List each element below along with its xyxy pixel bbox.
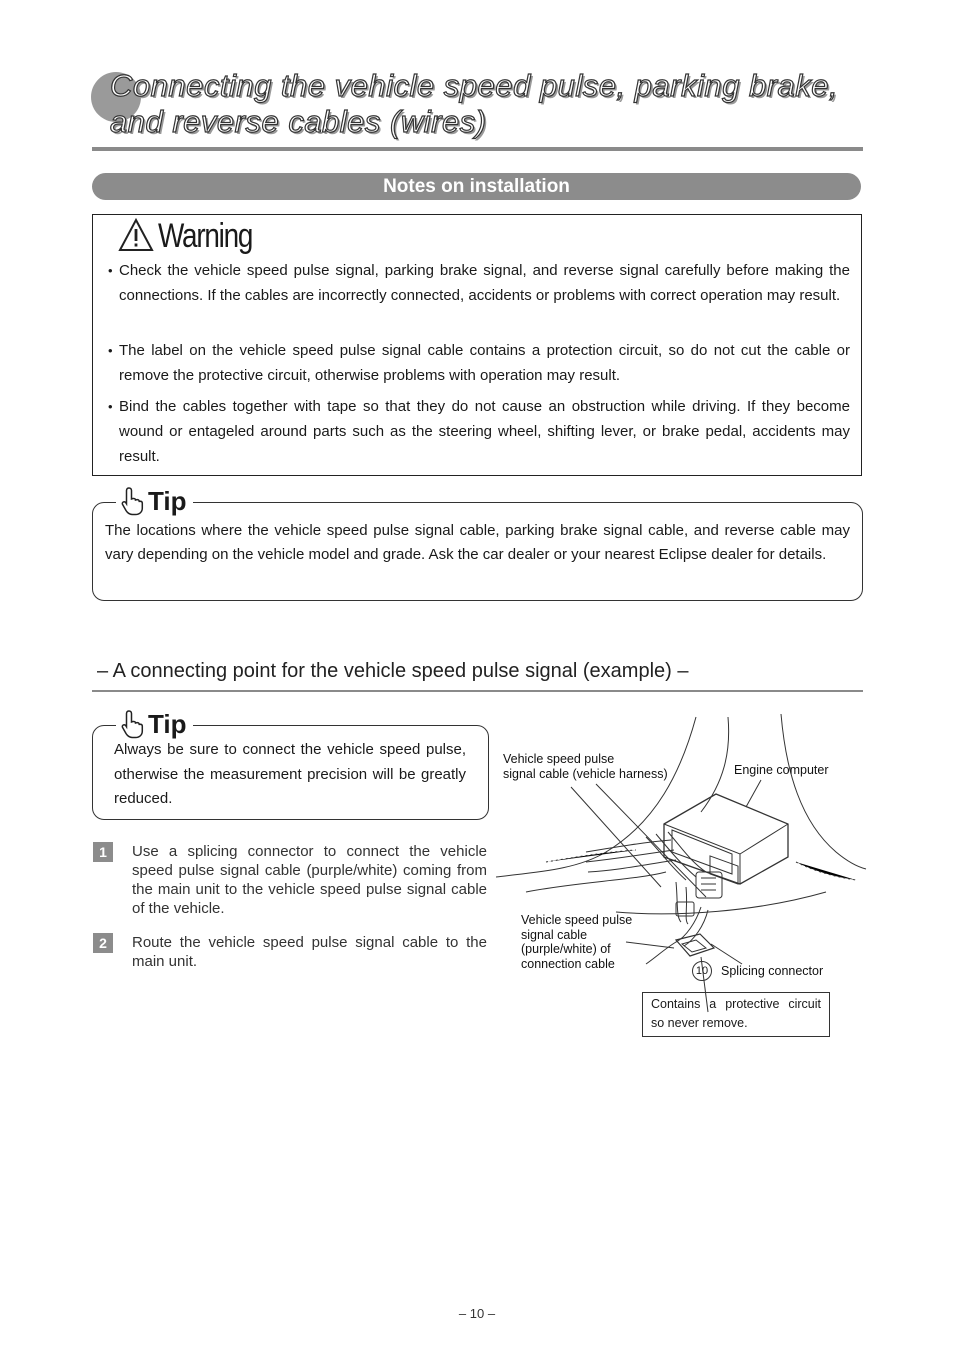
tip-body: Always be sure to connect the vehicle speed pulse, otherwise the measurement precision will be greatly reduced. [114,741,466,807]
tip-heading: Tip [148,709,187,739]
label-splicing-connector: Splicing connector [721,964,824,978]
label-cable-line: Vehicle speed pulse [521,913,633,927]
warning-heading: Warning [158,217,253,255]
label-harness [503,752,668,781]
step-text: Use a splicing connector to connect the vehicle speed pulse signal cable (purple/white) coming from the main unit to the vehicle speed pulse signal cable of the vehicle. [132,843,487,917]
page-title: Connecting the vehicle speed pulse, parking brake, and reverse cables (wires) [110,68,839,139]
warning-item: • Bind the cables together with tape so that they do not cause an obstruction while driving. If they become wound or entageled around parts such as the steering wheel, shifting lever, or brake pedal, accidents may result. [119,394,850,469]
tip-body: The locations where the vehicle speed pulse signal cable, parking brake signal cable, and reverse cable may vary depending on the vehicle model and grade. Ask the car dealer or your nearest Eclipse dealer for details. [105,522,850,563]
protective-circuit-note: Contains a protective circuit so never remove. [642,992,830,1037]
title-rule [92,147,863,151]
pointing-hand-icon [120,486,144,516]
pointing-hand-icon [120,709,144,739]
tip-label [116,709,193,739]
step-number-badge: 1 [93,842,113,862]
label-cable-line: signal cable [521,927,588,942]
section-heading: Notes on installation [92,173,861,200]
page-number: – 10 – [458,1306,496,1321]
label-connection-cable [521,913,632,971]
tip-label [116,486,193,516]
step-number-badge: 2 [93,933,113,953]
warning-item: • The label on the vehicle speed pulse signal cable contains a protection circuit, so do not cut the cable or remove the protective circuit, otherwise problems with operation may result. [119,338,850,388]
label-harness-line: signal cable (vehicle harness) [503,766,668,781]
sub-heading-rule [92,690,863,692]
label-harness-line: Vehicle speed pulse [503,752,615,766]
warning-triangle-icon [118,218,154,252]
label-cable-line: connection cable [521,956,615,971]
sub-heading: – A connecting point for the vehicle speed pulse signal (example) – [97,660,689,682]
label-cable-line: (purple/white) of [521,942,611,956]
callout-number: 10 [692,961,712,981]
step-text: Route the vehicle speed pulse signal cable to the main unit. [132,934,487,970]
warning-item: • Check the vehicle speed pulse signal, parking brake signal, and reverse signal carefully before making the connections. If the cables are incorrectly connected, accidents or problems with correct operation may result. [119,258,850,308]
tip-heading: Tip [148,486,187,516]
label-engine-computer: Engine computer [734,763,829,777]
